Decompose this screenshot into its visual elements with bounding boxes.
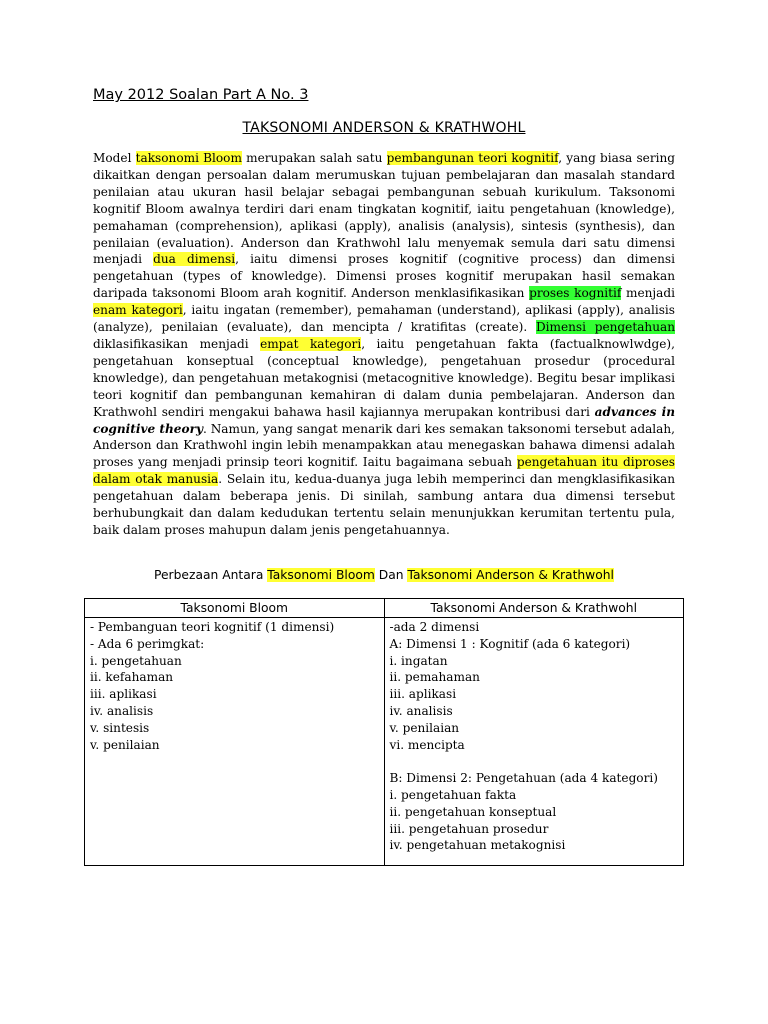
table-header-bloom: Taksonomi Bloom <box>85 599 385 618</box>
text-run: , iaitu ingatan (remember), pemahaman (understand), aplikasi (apply), analisis (analyze), penilaian (evaluate), dan mencipta / kratifitas (create). <box>93 303 675 335</box>
text-run: , yang biasa sering dikaitkan dengan persoalan dalam merumuskan tujuan pembelajaran dan masalah standard penilaian atau ukuran hasil belajar sebagai pembangunan sebuah kurikulum. Taksonomi kognitif Bloom awalnya terdiri dari enam tingkatan kognitif, iaitu pengetahuan (knowledge), pemahaman (comprehension), aplikasi (apply), analisis (analysis), sintesis (synthesis), dan penilaian (evaluation). Anderson dan Krathwohl lalu menyemak semula dari satu dimensi menjadi <box>93 151 676 267</box>
list-item: iii. aplikasi <box>389 687 457 702</box>
list-item: iii. aplikasi <box>90 687 157 702</box>
list-item: i. pengetahuan <box>90 653 182 668</box>
body-paragraph <box>93 150 675 539</box>
highlighted-text: Dimensi pengetahuan <box>535 320 675 335</box>
text-run: , iaitu dimensi proses kognitif (cognitive process) dan dimensi pengetahuan (types of knowledge). Dimensi proses kognitif merupakan hasil semakan daripada taksonomi Bloom arah kognitif. Anderson menklasifikasikan <box>93 252 676 301</box>
list-item: i. ingatan <box>389 653 448 668</box>
list-item: ii. pengetahuan konseptual <box>389 804 557 819</box>
highlighted-text: dua dimensi <box>153 252 236 267</box>
table-header-anderson: Taksonomi Anderson & Krathwohl <box>384 599 684 618</box>
list-item: iv. analisis <box>90 703 154 718</box>
highlighted-text: empat kategori <box>260 336 362 351</box>
text-run: Model <box>93 151 136 165</box>
highlighted-text: Taksonomi Bloom <box>267 568 375 582</box>
text-run: merupakan salah satu <box>241 151 387 165</box>
text-run: Perbezaan Antara <box>154 568 268 582</box>
blank-line <box>390 753 679 770</box>
highlighted-text: proses kognitif <box>529 286 622 301</box>
table-row <box>85 618 684 866</box>
list-item: iv. analisis <box>389 703 453 718</box>
table-cell-bloom <box>85 618 385 866</box>
list-item: iii. pengetahuan prosedur <box>389 821 549 836</box>
list-item: v. penilaian <box>90 737 160 752</box>
text-run: . Selain itu, kedua-duanya juga lebih memperinci dan mengklasifikasikan pengetahuan dalam beberapa jenis. Di sinilah, sambung antara dua dimensi tersebut berhubungkait dan dalam kedudukan tertentu selain menunjukkan kerumitan tertentu pula, baik dalam proses mahupun dalam jenis pengetahuannya. <box>93 472 676 537</box>
list-item: -ada 2 dimensi <box>389 620 480 634</box>
list-item: A: Dimensi 1 : Kognitif (ada 6 kategori) <box>389 636 631 651</box>
emphasized-text: advances in cognitive theory <box>93 404 675 436</box>
list-item: - Ada 6 perimgkat: <box>90 636 205 651</box>
text-run: menjadi <box>621 286 675 301</box>
text-run: . Namun, yang sangat menarik dari kes semakan taksonomi tersebut adalah, Anderson dan Krathwohl ingin lebih menampakkan atau menegaskan bahawa dimensi adalah proses yang menjadi prinsip teori kognitif. Iaitu bagaimana sebuah <box>93 421 675 470</box>
table-header-row <box>85 599 684 618</box>
highlighted-text: taksonomi Bloom <box>135 151 242 165</box>
list-item: ii. pemahaman <box>389 670 480 685</box>
table-cell-anderson <box>384 618 684 866</box>
question-heading: May 2012 Soalan Part A No. 3 <box>93 87 309 103</box>
highlighted-text: pengetahuan itu diproses dalam otak manusia <box>93 455 675 487</box>
text-run: , iaitu pengetahuan fakta (factualknowlwdge), pengetahuan konseptual (conceptual knowledge), pengetahuan prosedur (procedural knowledge), dan pengetahuan metakognisi (metacognitive knowledge). Begitu besar implikasi teori kognitif dan pembangunan kemahiran di dalam dunia pembelajaran. Anderson dan Krathwohl sendiri mengakui bahawa hasil kajiannya merupakan kontribusi dari <box>93 336 675 419</box>
text-run: Dan <box>374 568 408 582</box>
list-item: v. sintesis <box>90 720 150 735</box>
list-item: v. penilaian <box>389 720 460 735</box>
list-item: i. pengetahuan fakta <box>389 787 517 802</box>
list-item: iv. pengetahuan metakognisi <box>389 838 566 853</box>
comparison-table <box>84 598 684 866</box>
highlighted-text: Taksonomi Anderson & Krathwohl <box>407 568 614 582</box>
highlighted-text: enam kategori <box>93 303 183 318</box>
highlighted-text: pembangunan teori kognitif <box>386 151 559 165</box>
list-item: - Pembanguan teori kognitif (1 dimensi) <box>90 620 335 634</box>
table-caption <box>0 568 768 582</box>
text-run: diklasifikasikan menjadi <box>93 336 261 351</box>
document-title: TAKSONOMI ANDERSON & KRATHWOHL <box>242 120 526 136</box>
list-item: ii. kefahaman <box>90 670 174 685</box>
list-item: B: Dimensi 2: Pengetahuan (ada 4 kategori) <box>389 771 658 786</box>
list-item: vi. mencipta <box>389 737 465 752</box>
